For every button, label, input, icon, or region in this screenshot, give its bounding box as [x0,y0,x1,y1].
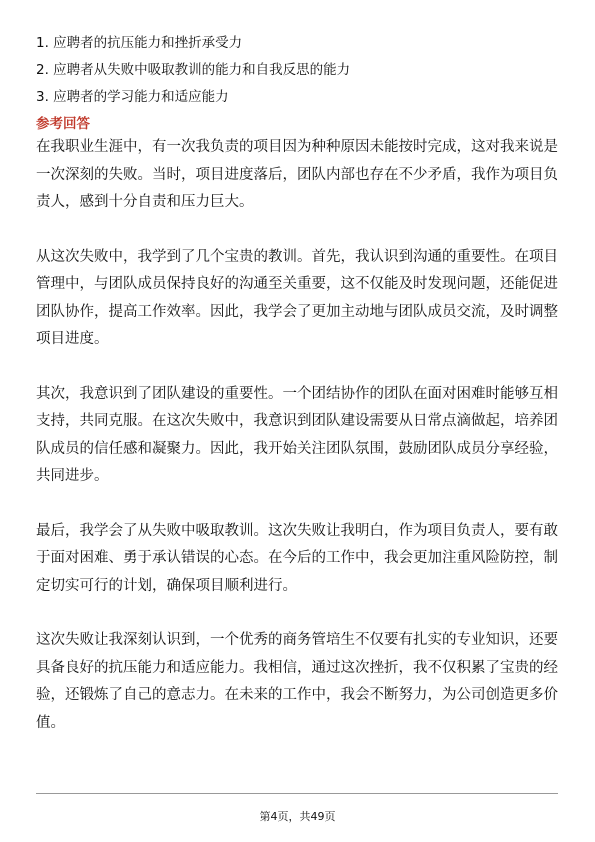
footer-divider [36,793,558,794]
page-number: 第4页，共49页 [259,810,336,823]
answer-paragraph: 这次失败让我深刻认识到，一个优秀的商务管培生不仅要有扎实的专业知识，还要具备良好的抗压能力和适应能力。我相信，通过这次挫折，我不仅积累了宝贵的经验，还锻炼了自己的意志力。在未来的工作中，我会不断努力，为公司创造更多价值。 [36,632,558,731]
answer-body [36,134,558,737]
question-list [36,30,558,111]
answer-paragraph: 其次，我意识到了团队建设的重要性。一个团结协作的团队在面对困难时能够互相支持，共同克服。在这次失败中，我意识到团队建设需要从日常点滴做起，培养团队成员的信任感和凝聚力。因此，我开始关注团队氛围，鼓励团队成员分享经验，共同进步。 [36,385,558,484]
question-item: 2. 应聘者从失败中吸取教训的能力和自我反思的能力 [36,62,351,78]
answer-paragraph: 在我职业生涯中，有一次我负责的项目因为种种原因未能按时完成，这对我来说是一次深刻的失败。当时，项目进度落后，团队内部也存在不少矛盾，我作为项目负责人，感到十分自责和压力巨大。 [36,139,558,210]
question-item: 3. 应聘者的学习能力和适应能力 [36,89,229,105]
answer-paragraph: 最后，我学会了从失败中吸取教训。这次失败让我明白，作为项目负责人，要有敢于面对困难、勇于承认错误的心态。在今后的工作中，我会更加注重风险防控，制定切实可行的计划，确保项目顺利进行。 [36,522,558,594]
page-content [36,30,558,737]
answer-section-title: 参考回答 [36,116,90,132]
answer-paragraph: 从这次失败中，我学到了几个宝贵的教训。首先，我认识到沟通的重要性。在项目管理中，与团队成员保持良好的沟通至关重要，这不仅能及时发现问题，还能促进团队协作，提高工作效率。因此，我学会了更加主动地与团队成员交流，及时调整项目进度。 [36,248,558,347]
question-item: 1. 应聘者的抗压能力和挫折承受力 [36,35,243,51]
